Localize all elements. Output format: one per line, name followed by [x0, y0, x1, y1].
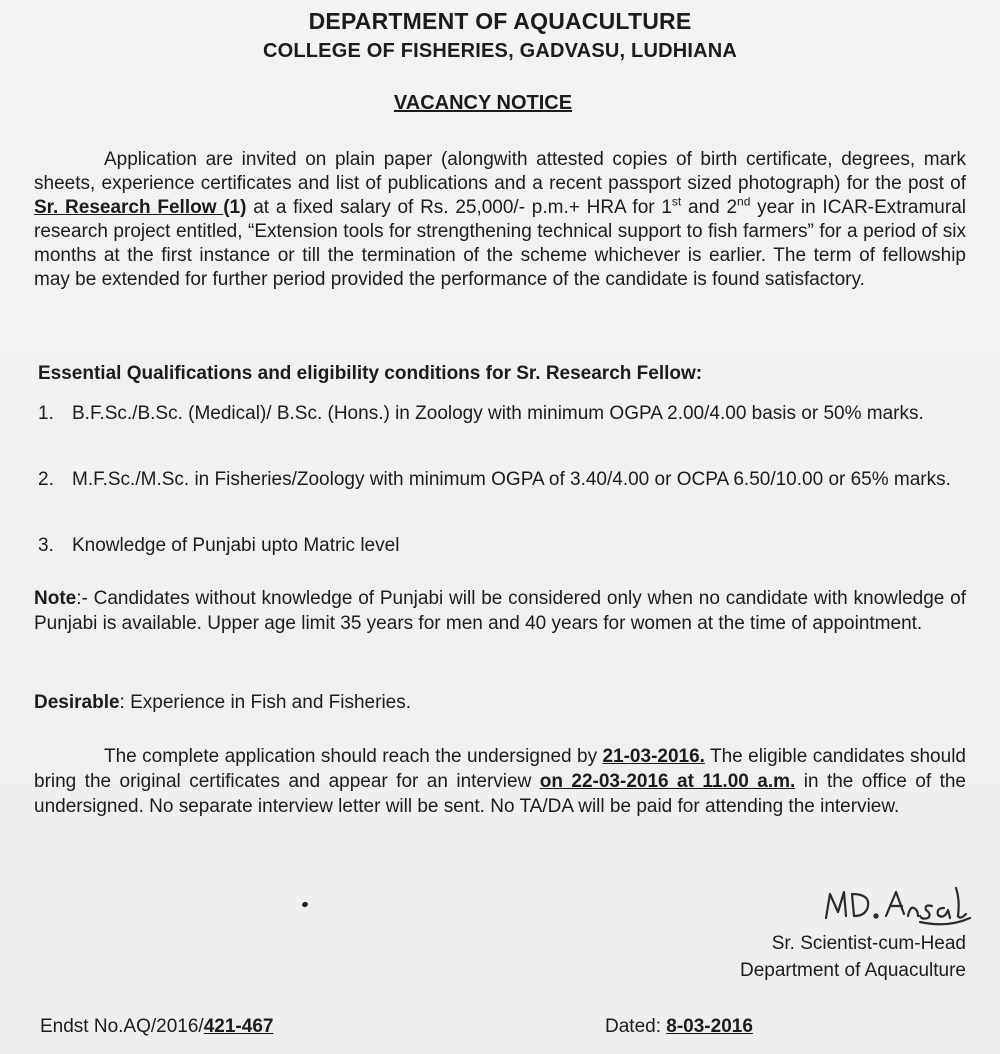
list-text: B.F.Sc./B.Sc. (Medical)/ B.Sc. (Hons.) in Zoology with minimum OGPA 2.00/4.00 basis or 50% marks. — [72, 403, 924, 424]
intro-text-4: year in ICAR-Extramural research project entitled, “Extension tools for strengthening technical support to fish farmers” for a period of six months at the first instance or till the termination of the scheme whichever is earlier. The term of fellowship may be extended for further period provided the performance of the candidate is found satisfactory. — [34, 197, 966, 290]
dated-value: 8-03-2016 — [666, 1016, 753, 1037]
ordinal-nd: nd — [737, 194, 751, 209]
final-text-2: The eligible candidates should bring the original certificates and appear for an interview — [34, 746, 966, 792]
intro-text-2: at a fixed salary of Rs. 25,000/- p.m.+ HRA for 1 — [246, 197, 672, 218]
college-heading: COLLEGE OF FISHERIES, GADVASU, LUDHIANA — [262, 40, 738, 62]
ink-dot — [301, 901, 308, 908]
list-number: 2. — [38, 469, 54, 490]
list-item — [38, 401, 966, 427]
list-number: 1. — [38, 403, 54, 424]
dated-line — [605, 1016, 753, 1038]
application-paragraph — [34, 744, 966, 819]
signatory-designation: Sr. Scientist-cum-Head — [771, 933, 966, 954]
endorsement-number — [40, 1016, 273, 1038]
note-text: :- Candidates without knowledge of Punjabi will be considered only when no candidate with knowledge of Punjabi is available. Upper age limit 35 years for men and 40 years for women at the time of appointment. — [34, 588, 966, 634]
desirable-label: Desirable — [34, 692, 120, 713]
endst-value: 421-467 — [203, 1016, 274, 1037]
final-text-3: in the office of the undersigned. No separate interview letter will be sent. No TA/DA will be paid for attending the interview. — [34, 771, 966, 817]
final-text-1: The complete application should reach the undersigned by — [104, 746, 603, 767]
qualifications-heading: Essential Qualifications and eligibility conditions for Sr. Research Fellow: — [38, 363, 703, 384]
list-text: Knowledge of Punjabi upto Matric level — [72, 535, 400, 556]
note-label: Note — [34, 588, 77, 609]
desirable-text: : Experience in Fish and Fisheries. — [119, 692, 412, 713]
ordinal-st: st — [671, 194, 682, 209]
dated-label: Dated: — [605, 1016, 667, 1037]
signatory-department: Department of Aquaculture — [739, 960, 966, 981]
intro-text-3: and 2 — [681, 197, 738, 218]
deadline-date: 21-03-2016. — [602, 746, 705, 767]
desirable-paragraph — [34, 691, 966, 715]
intro-text-1: Application are invited on plain paper (alongwith attested copies of birth certificate, degrees, mark sheets, experience certificates and list of publications and a recent passport sized photograph) for the post of — [34, 149, 966, 194]
notice-title: VACANCY NOTICE — [393, 92, 573, 114]
note-paragraph — [34, 586, 966, 636]
department-heading: DEPARTMENT OF AQUACULTURE — [308, 8, 692, 34]
handwritten-signature — [820, 880, 980, 940]
post-name: Sr. Research Fellow — [34, 197, 224, 218]
intro-paragraph — [34, 148, 966, 292]
list-number: 3. — [38, 535, 54, 556]
list-text: M.F.Sc./M.Sc. in Fisheries/Zoology with minimum OGPA of 3.40/4.00 or OCPA 6.50/10.00 or 65% marks. — [72, 469, 951, 490]
list-item — [38, 467, 966, 493]
list-item — [38, 533, 966, 559]
post-count: (1) — [223, 197, 247, 218]
endst-label: Endst No.AQ/2016/ — [40, 1016, 204, 1037]
interview-date: on 22-03-2016 at 11.00 a.m. — [539, 771, 796, 792]
